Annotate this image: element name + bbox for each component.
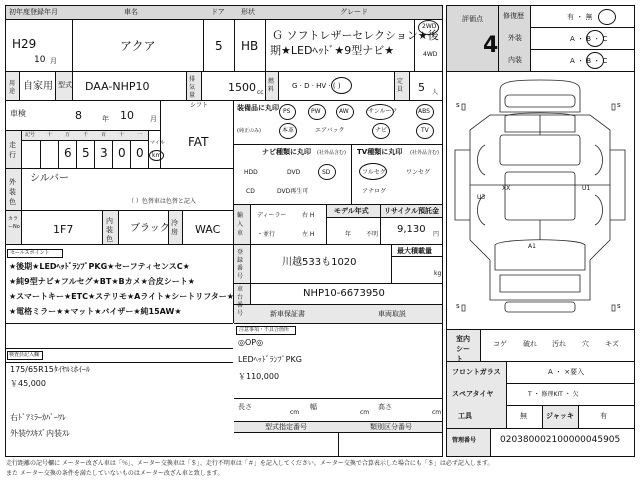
navi-sub: (社外品含む) xyxy=(317,150,346,156)
sales-line1: ★後期★LEDﾍｯﾄﾞﾗﾝﾌﾟPKG★セーフティセンスC★ xyxy=(9,262,190,271)
front-glass-options: A ・ ×要入 xyxy=(548,368,585,376)
shift-label: シフト xyxy=(190,102,209,109)
tv-analog: アナログ xyxy=(362,188,387,195)
navi-label: ナビ種類に丸印 xyxy=(262,148,311,156)
digit-h-0: 記号 xyxy=(25,132,36,138)
recycle-unit: 円 xyxy=(433,231,440,238)
model-year-label: モデル年式 xyxy=(334,207,369,215)
digit-2: 6 xyxy=(64,146,72,160)
dim-height: 高さ xyxy=(378,403,392,411)
spare-tire-options: T ・ 修理KIT ・ 欠 xyxy=(528,391,579,398)
repair-label: 修復歴 xyxy=(503,12,524,20)
ext-color: シルバー xyxy=(30,173,70,184)
disp-label: 排気量 xyxy=(189,76,196,99)
plate-label: 登録番号 xyxy=(237,249,244,280)
equip-sub: (純正のみ) xyxy=(237,128,261,134)
first-reg-month: 10 xyxy=(34,55,46,65)
mgmt-label: 管理番号 xyxy=(452,437,477,444)
plate-number: 川越533も1020 xyxy=(282,257,357,268)
grade-line1: Ｇ ソフトレザーセレクション★後 xyxy=(272,29,439,42)
diagram-s-tl: s xyxy=(456,101,460,109)
recycle-amount: 9,130 xyxy=(397,224,426,235)
digit-h-4: 百 xyxy=(101,132,107,138)
equip-sunroof: サンルーフ xyxy=(368,108,398,115)
int-grade-circle xyxy=(586,52,604,69)
digit-h-6: 一 xyxy=(137,132,143,138)
notes-label: 注意事項・不具合箇所 xyxy=(239,327,290,333)
chassis-number: NHP10-6673950 xyxy=(303,288,385,299)
footer-line2: また メーター交換の条件を満たしていないものはメーター改ざん車と致します。 xyxy=(6,470,224,477)
capacity-unit: 人 xyxy=(432,89,439,96)
ac: WAC xyxy=(195,223,221,236)
chassis-label: 車台番号 xyxy=(237,286,244,317)
equip-abs: ABS xyxy=(418,108,430,115)
inspector-line4: 外装ｳｽｷｽﾞ内装ｽﾚ xyxy=(10,429,70,438)
equip-navi: ナビ xyxy=(375,127,388,134)
ext-note: （ ）色替車は色替と記入 xyxy=(128,198,196,205)
repair-none-circle xyxy=(598,9,616,25)
warranty-label: 新車保証書 xyxy=(270,310,305,318)
notes-line3: ￥110,000 xyxy=(238,372,280,381)
fuel-hv-circle xyxy=(331,77,352,94)
max-load-unit: kg xyxy=(434,270,442,277)
int-grade-options: A ・ B ・ C xyxy=(570,57,608,65)
disp-unit: cc xyxy=(257,89,264,96)
recycle-label: リサイクル預託金 xyxy=(384,207,440,215)
sheet-hole: 穴 xyxy=(582,340,589,348)
front-glass-label: フロントガラス xyxy=(452,368,501,376)
notes-line2: LEDﾍｯﾄﾞﾗﾝﾌﾟPKG xyxy=(238,355,302,364)
tv-fullseg: フルセグ xyxy=(362,169,386,176)
import-left: 左 H xyxy=(302,231,315,238)
inspect-label: 車検 xyxy=(10,109,26,118)
usage-label: 用途 xyxy=(9,80,16,95)
equip-tv: TV xyxy=(421,127,429,134)
equip-ps: PS xyxy=(283,108,291,115)
sales-line3: ★スマートキー★ETC★ステリモ★Aライト★シートリフター★ xyxy=(9,292,234,301)
digit-5: 0 xyxy=(118,146,126,160)
dim-length-unit: cm xyxy=(290,409,300,416)
diagram-s-bl: s xyxy=(456,302,460,310)
digit-4: 3 xyxy=(100,146,108,160)
capacity: 5 xyxy=(418,81,425,94)
interior-color: ブラック xyxy=(130,223,170,234)
color-no: 1F7 xyxy=(53,223,74,236)
inspector-line1: 175/65R15ﾀｲﾔﾙﾐﾎｲｰﾙ xyxy=(10,365,90,374)
diagram-s-tr: s xyxy=(617,101,621,109)
ext-grade-circle xyxy=(586,30,604,47)
model-label: 型式 xyxy=(58,81,72,89)
sheet-scratch: キズ xyxy=(605,340,619,348)
mgmt-number: 020380002100000045905 xyxy=(500,435,621,445)
first-reg-month-unit: 月 xyxy=(50,57,57,65)
jack-value: 有 xyxy=(600,412,607,420)
cap-label: 定員 xyxy=(397,78,404,93)
drive-4wd: 4WD xyxy=(423,51,438,58)
inspect-month: 10 xyxy=(120,109,134,122)
inspector-label: 検査員記入欄 xyxy=(9,352,40,358)
ext-grade-options: A ・ B ・ C xyxy=(570,35,608,43)
interior-label: 内装色 xyxy=(106,217,113,243)
class-number-label: 類別区分番号 xyxy=(370,423,412,431)
reg-type: 自家用 xyxy=(23,81,53,92)
import-parallel: ・並行 xyxy=(257,231,276,238)
jack-label: ジャッキ xyxy=(546,412,574,420)
grade-label: グレード xyxy=(340,8,368,16)
digit-6: 0 xyxy=(136,146,144,160)
model-year-unit: 年 xyxy=(345,231,352,238)
sheet-burn: コゲ xyxy=(493,340,507,348)
inspector-line3: 右ﾄﾞｱﾐﾗｰｶﾊﾞｰﾜﾚ xyxy=(10,413,66,422)
tv-oneseg: ワンセグ xyxy=(406,169,431,176)
inspect-year-unit: 年 xyxy=(102,115,109,123)
sales-label: セールスポイント xyxy=(10,250,50,256)
equip-label: 装備品に丸印 xyxy=(237,104,279,112)
first-reg-label: 初年度登録年月 xyxy=(9,8,58,16)
ac-label: 冷房 xyxy=(171,219,178,236)
mark-a1: A1 xyxy=(528,243,536,250)
model: DAA-NHP10 xyxy=(85,80,150,93)
manual-label: 車両取説 xyxy=(378,310,406,318)
equip-leather: 本革 xyxy=(282,127,295,134)
doors: 5 xyxy=(215,39,223,53)
mark-u1: U1 xyxy=(582,185,591,192)
mileage-label: 走行 xyxy=(9,141,16,159)
mark-xx: XX xyxy=(502,185,511,192)
dim-height-unit: cm xyxy=(432,409,442,416)
digit-h-2: 万 xyxy=(65,132,71,138)
model-year-unknown: 不明 xyxy=(366,231,379,238)
inspector-line2: ￥45,000 xyxy=(10,379,46,388)
displacement: 1500 xyxy=(228,81,256,94)
ext-grade-label: 外装 xyxy=(508,34,522,42)
navi-dvd: DVD xyxy=(287,169,301,176)
digit-h-1: 十 xyxy=(47,132,53,138)
max-load-label: 最大積載量 xyxy=(397,247,432,255)
shape-label: 形状 xyxy=(241,8,255,16)
footer-line1: 走行距離の記号欄に メーター改ざん車は「％」、メーター交換車は「＄」、走行不明車は「＃」を記入してください。メーター交換で合算表示した場合にも「＄」は必ず記入します。 xyxy=(6,460,494,467)
grade-line2: 期★LEDﾍｯﾄﾞ★9型ナビ★ xyxy=(270,44,395,57)
warranty-bg xyxy=(234,305,442,323)
sales-line2: ★純9型ナビ★フルセグ★BT★Bカメ★合皮シート★ xyxy=(9,277,195,286)
first-reg-era: H29 xyxy=(12,37,37,51)
digit-h-3: 千 xyxy=(83,132,89,138)
repair-options: 有 ・ 無 xyxy=(567,13,593,21)
inspect-year: 8 xyxy=(75,109,82,122)
import-right: 右 H xyxy=(302,212,315,219)
fuel-options: G · D · HV · ( ) xyxy=(292,82,341,90)
sales-line4: ★電格ミラー★★マット★バイザー★純15AW★ xyxy=(9,307,182,316)
diagram-s-br: s xyxy=(617,302,621,310)
score-label: 評価点 xyxy=(462,15,483,23)
dim-length: 長さ xyxy=(238,403,252,411)
interior-sheet-label: 室内シート xyxy=(456,335,470,363)
navi-hdd: HDD xyxy=(244,169,258,176)
mile-unit: マイル xyxy=(150,140,165,146)
navi-cd: CD xyxy=(246,188,255,195)
shape: HB xyxy=(241,39,259,53)
int-grade-label: 内装 xyxy=(508,56,522,64)
tools-label: 工具 xyxy=(458,412,472,420)
navi-dvdplay: DVD再生可 xyxy=(277,188,309,195)
tools-value: 無 xyxy=(520,412,527,420)
type-number-label: 型式指定番号 xyxy=(265,423,307,431)
notes-line1: ◎OP◎ xyxy=(238,338,264,347)
digit-3: 5 xyxy=(82,146,90,160)
sheet-tear: 破れ xyxy=(523,340,537,348)
fuel-label: 燃料 xyxy=(268,78,275,93)
navi-sd: SD xyxy=(322,169,331,176)
import-label: 輸入車 xyxy=(237,212,244,237)
drive-2wd: 2WD xyxy=(422,23,437,30)
tv-label: TV種類に丸印 xyxy=(357,148,403,156)
door-label: ドア xyxy=(211,8,225,16)
equip-pw: PW xyxy=(311,108,321,115)
score-value: 4 xyxy=(483,33,499,58)
car-name-label: 車名 xyxy=(124,8,138,16)
color-no-label: カラーNo xyxy=(8,216,20,230)
spare-tire-label: スペアタイヤ xyxy=(452,390,494,398)
car-name: アクア xyxy=(120,39,156,53)
dim-width: 幅 xyxy=(310,403,317,411)
km-unit: km xyxy=(152,152,162,159)
import-dealer: ディーラー xyxy=(257,212,287,219)
digit-h-5: 十 xyxy=(119,132,125,138)
shift: FAT xyxy=(188,135,209,149)
sheet-stain: 汚れ xyxy=(552,340,566,348)
equip-aw: AW xyxy=(339,108,349,115)
mark-u3: U3 xyxy=(477,194,486,201)
inspect-month-unit: 月 xyxy=(150,115,157,123)
equip-airbag: エアバック xyxy=(315,127,345,134)
ext-label: 外装色 xyxy=(9,178,16,206)
dim-width-unit: cm xyxy=(360,409,370,416)
tv-sub: (社外品含む) xyxy=(410,150,439,156)
